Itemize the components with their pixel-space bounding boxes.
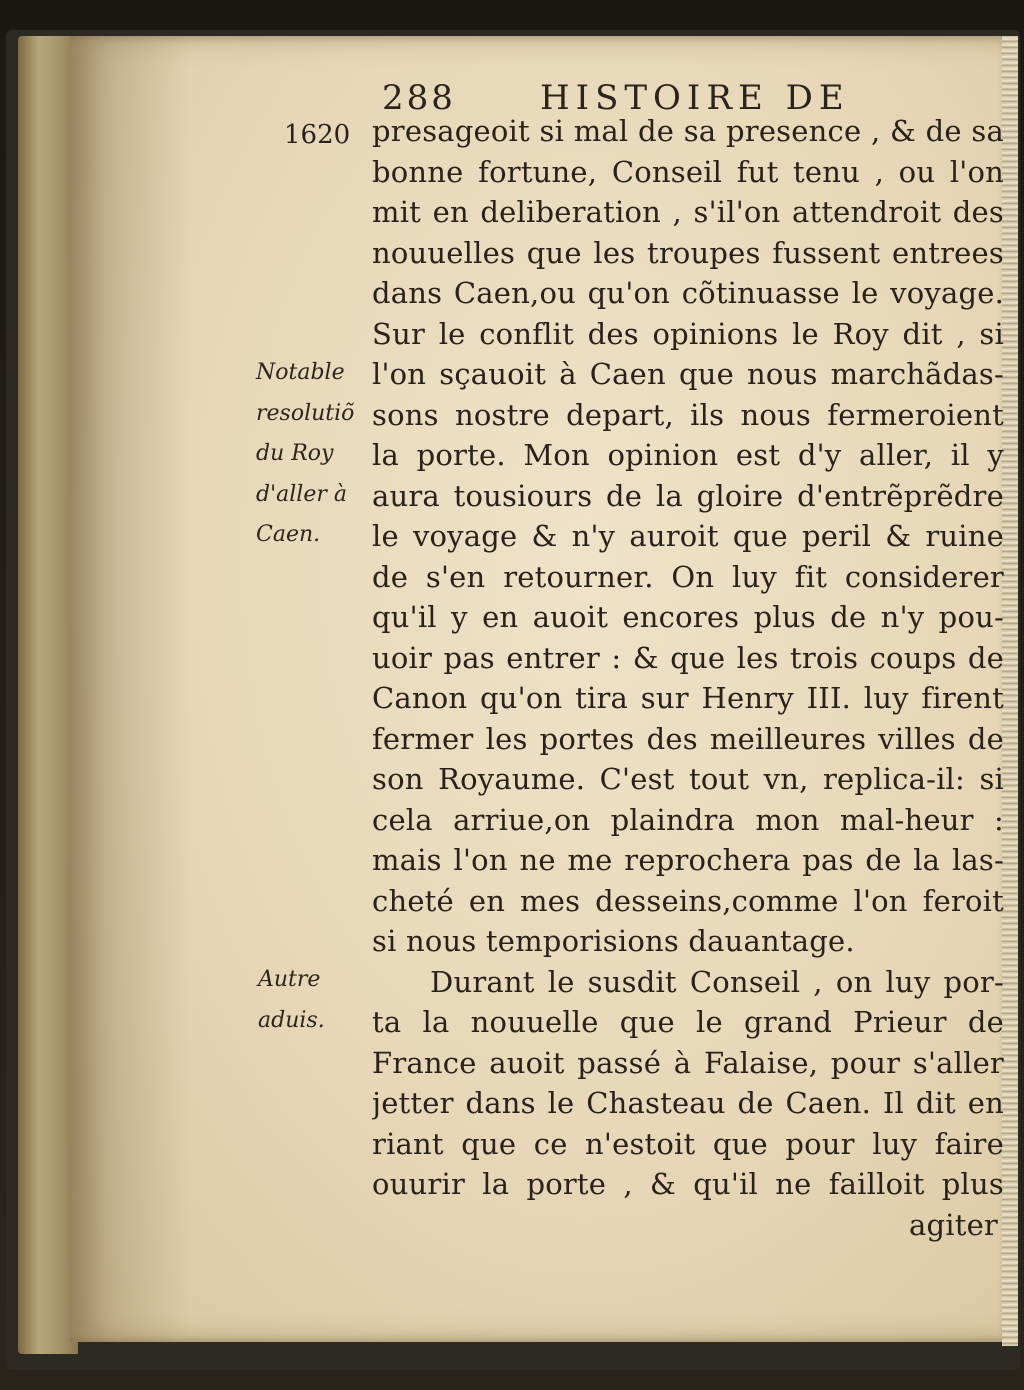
text-line: riant que ce n'estoit que pour luy faire bbox=[372, 1126, 1004, 1161]
book-spine-edge bbox=[18, 36, 78, 1354]
text-line: dans Caen,ou qu'on cõtinuasse le voyage. bbox=[372, 276, 1004, 310]
text-line: de s'en retourner. On luy fit considerer bbox=[372, 559, 1004, 594]
text-line: l'on sçauoit à Caen que nous marchãdas- bbox=[372, 357, 1004, 391]
side-note-line: Caen. bbox=[256, 522, 321, 547]
text-line: le voyage & n'y auroit que peril & ruine bbox=[372, 519, 1004, 553]
side-note-other-advice bbox=[258, 960, 325, 1041]
text-line: si nous temporisions dauantage. bbox=[372, 924, 855, 958]
page-fore-edge bbox=[1002, 36, 1018, 1346]
page-number: 288 bbox=[382, 78, 456, 118]
text-line: cheté en mes desseins,comme l'on feroit bbox=[372, 883, 1004, 918]
text-line: Sur le conflit des opinions le Roy dit , si bbox=[372, 316, 1004, 351]
side-note-line: Notable bbox=[256, 360, 345, 385]
text-line: uoir pas entrer : & que les trois coups de bbox=[372, 640, 1004, 675]
text-line: qu'il y en auoit encores plus de n'y pou- bbox=[372, 600, 1004, 634]
text-line: nouuelles que les troupes fussent entrees bbox=[372, 235, 1004, 270]
text-line: France auoit passé à Falaise, pour s'aller bbox=[372, 1045, 1004, 1080]
side-note-resolution bbox=[256, 353, 354, 556]
running-head: HISTOIRE DE bbox=[540, 78, 850, 118]
text-line: bonne fortune, Conseil fut tenu , ou l'on bbox=[372, 154, 1004, 189]
text-line: mais l'on ne me reprochera pas de la las- bbox=[372, 843, 1004, 877]
text-line: Durant le susdit Conseil , on luy por- bbox=[430, 964, 1004, 999]
side-note-line: d'aller à bbox=[256, 481, 347, 507]
side-note-line: resolutiõ bbox=[256, 400, 355, 426]
text-line: ouurir la porte , & qu'il ne failloit plus bbox=[372, 1167, 1004, 1201]
text-line: Canon qu'on tira sur Henry III. luy firent bbox=[372, 681, 1004, 715]
text-line: jetter dans le Chasteau de Caen. Il dit en bbox=[372, 1086, 1004, 1120]
body-text bbox=[372, 111, 1004, 1245]
side-note-line: Autre bbox=[258, 967, 321, 992]
text-line: sons nostre depart, ils nous fermeroient bbox=[372, 397, 1004, 432]
margin-year: 1620 bbox=[284, 120, 351, 150]
text-line: la porte. Mon opinion est d'y aller, il y bbox=[372, 438, 1004, 472]
text-line: mit en deliberation , s'il'on attendroit des bbox=[372, 195, 1004, 229]
text-line: cela arriue,on plaindra mon mal-heur : bbox=[372, 802, 1004, 837]
catchword: agiter bbox=[908, 1207, 998, 1242]
text-line: son Royaume. C'est tout vn, replica-il: si bbox=[372, 762, 1004, 796]
text-line: aura tousiours de la gloire d'entrẽprẽdre bbox=[372, 478, 1004, 513]
text-line: presageoit si mal de sa presence , & de sa bbox=[372, 114, 1004, 148]
text-line: ta la nouuelle que le grand Prieur de bbox=[372, 1005, 1004, 1039]
text-line: fermer les portes des meilleures villes de bbox=[372, 721, 1004, 756]
side-note-line: du Roy bbox=[256, 441, 334, 466]
side-note-line: aduis. bbox=[258, 1007, 325, 1033]
